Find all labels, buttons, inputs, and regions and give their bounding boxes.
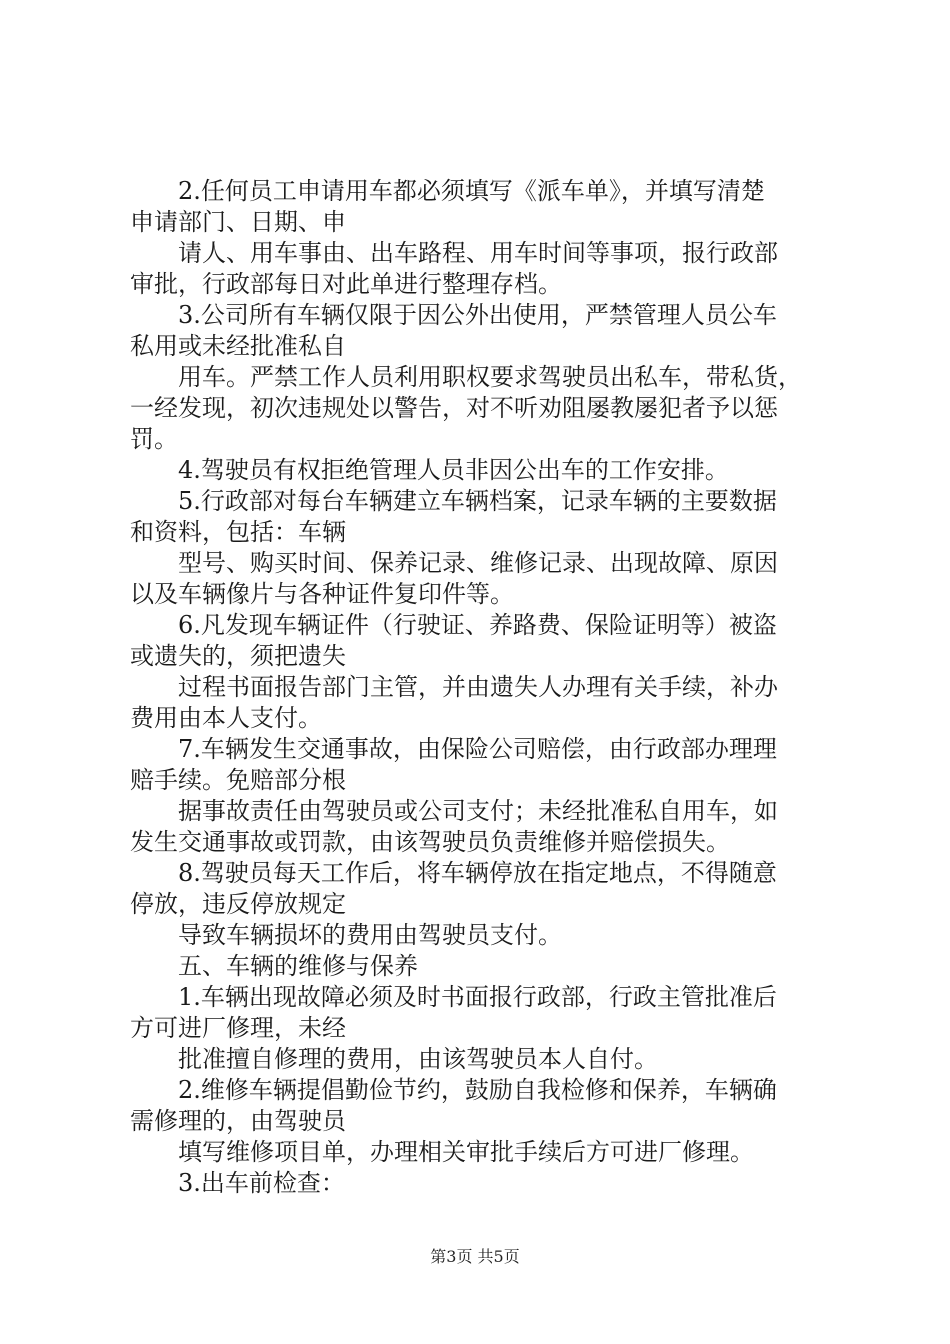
text-line: 请人、用车事由、出车路程、用车时间等事项，报行政部 <box>178 239 778 267</box>
text-line: 和资料，包括：车辆 <box>130 518 346 546</box>
text-line: 停放，违反停放规定 <box>130 890 346 918</box>
text-line: 型号、购买时间、保养记录、维修记录、出现故障、原因 <box>178 549 778 577</box>
text-line: 审批，行政部每日对此单进行整理存档。 <box>130 270 562 298</box>
text-line: 五、车辆的维修与保养 <box>178 952 418 980</box>
text-line: 需修理的，由驾驶员 <box>130 1107 346 1135</box>
text-line: 4.驾驶员有权拒绝管理人员非因公出车的工作安排。 <box>178 456 729 484</box>
text-line: 私用或未经批准私自 <box>130 332 346 360</box>
text-line: 费用由本人支付。 <box>130 704 322 732</box>
page-footer: 第3页 共5页 <box>430 1247 520 1266</box>
text-line: 过程书面报告部门主管，并由遗失人办理有关手续，补办 <box>178 673 778 701</box>
text-line: 7.车辆发生交通事故，由保险公司赔偿，由行政部办理理 <box>178 735 777 763</box>
text-line: 2.任何员工申请用车都必须填写《派车单》，并填写清楚 <box>178 177 765 205</box>
text-line: 发生交通事故或罚款，由该驾驶员负责维修并赔偿损失。 <box>130 828 730 856</box>
text-line: 1.车辆出现故障必须及时书面报行政部，行政主管批准后 <box>178 983 777 1011</box>
text-line: 或遗失的，须把遗失 <box>130 642 346 670</box>
text-line: 批准擅自修理的费用，由该驾驶员本人自付。 <box>178 1045 658 1073</box>
text-line: 填写维修项目单，办理相关审批手续后方可进厂修理。 <box>178 1138 754 1166</box>
text-line: 用车。严禁工作人员利用职权要求驾驶员出私车，带私货， <box>178 363 802 391</box>
text-line: 申请部门、日期、申 <box>130 208 346 236</box>
text-line: 方可进厂修理，未经 <box>130 1014 346 1042</box>
document-body <box>130 176 830 1199</box>
text-line: 2.维修车辆提倡勤俭节约，鼓励自我检修和保养，车辆确 <box>178 1076 777 1104</box>
text-line: 5.行政部对每台车辆建立车辆档案，记录车辆的主要数据 <box>178 487 777 515</box>
text-line: 罚。 <box>130 425 178 453</box>
text-line: 3.公司所有车辆仅限于因公外出使用，严禁管理人员公车 <box>178 301 777 329</box>
text-line: 6.凡发现车辆证件（行驶证、养路费、保险证明等）被盗 <box>178 611 777 639</box>
text-line: 8.驾驶员每天工作后，将车辆停放在指定地点，不得随意 <box>178 859 777 887</box>
text-line: 3.出车前检查： <box>178 1169 345 1197</box>
text-line: 导致车辆损坏的费用由驾驶员支付。 <box>178 921 562 949</box>
text-line: 以及车辆像片与各种证件复印件等。 <box>130 580 514 608</box>
text-line: 一经发现，初次违规处以警告，对不听劝阻屡教屡犯者予以惩 <box>130 394 778 422</box>
text-line: 据事故责任由驾驶员或公司支付；未经批准私自用车，如 <box>178 797 778 825</box>
text-line: 赔手续。免赔部分根 <box>130 766 346 794</box>
